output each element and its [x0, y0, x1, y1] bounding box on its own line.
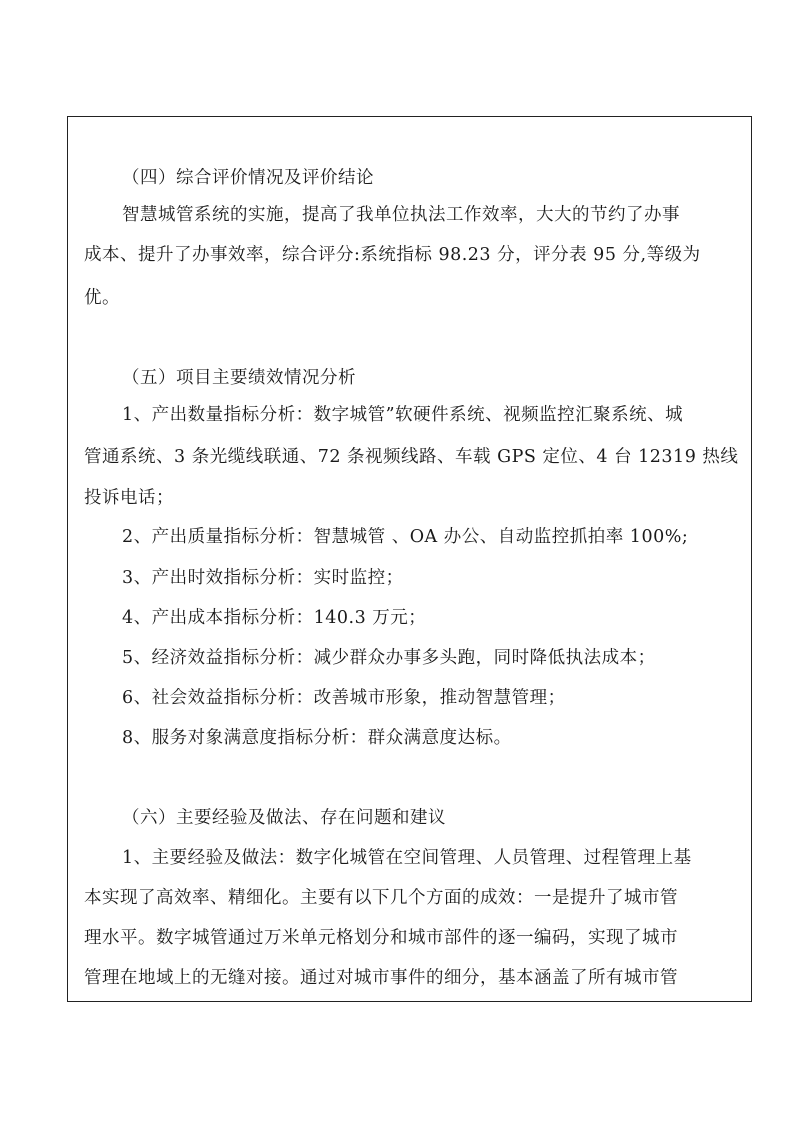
section-5-heading: （五）项目主要绩效情况分析	[122, 368, 356, 388]
section-4-para-line-2: 成本、提升了办事效率，综合评分:系统指标 98.23 分，评分表 95 分,等级为	[84, 245, 701, 265]
section-6-para-line-3: 理水平。数字城管通过万米单元格划分和城市部件的逐一编码，实现了城市	[84, 928, 678, 948]
section-6-para-line-4: 管理在地域上的无缝对接。通过对城市事件的细分，基本涵盖了所有城市管	[84, 968, 678, 988]
section-6-heading: （六）主要经验及做法、存在问题和建议	[122, 808, 446, 828]
section-5-item-2: 2、产出质量指标分析：智慧城管 、OA 办公、自动监控抓拍率 100%;	[122, 527, 689, 547]
section-6-para-line-1: 1、主要经验及做法：数字化城管在空间管理、人员管理、过程管理上基	[122, 848, 692, 868]
section-5-item-5: 5、经济效益指标分析：减少群众办事多头跑，同时降低执法成本；	[122, 648, 656, 668]
section-4-para-line-1: 智慧城管系统的实施，提高了我单位执法工作效率，大大的节约了办事	[122, 205, 680, 225]
section-4-para-line-3: 优。	[84, 288, 120, 308]
section-5-item-8: 8、服务对象满意度指标分析：群众满意度达标。	[122, 728, 512, 748]
section-5-item-6: 6、社会效益指标分析：改善城市形象，推动智慧管理；	[122, 688, 566, 708]
section-5-item-1-line-3: 投诉电话；	[84, 488, 174, 508]
section-5-item-1-line-1: 1、产出数量指标分析：数字城管”软硬件系统、视频监控汇聚系统、城	[122, 405, 684, 425]
section-5-item-4: 4、产出成本指标分析：140.3 万元；	[122, 608, 427, 628]
section-4-heading: （四）综合评价情况及评价结论	[122, 168, 374, 188]
section-6-para-line-2: 本实现了高效率、精细化。主要有以下几个方面的成效：一是提升了城市管	[84, 888, 678, 908]
section-5-item-1-line-2: 管通系统、3 条光缆线联通、72 条视频线路、车载 GPS 定位、4 台 12319 热线	[84, 447, 739, 467]
section-5-item-3: 3、产出时效指标分析：实时监控；	[122, 568, 404, 588]
